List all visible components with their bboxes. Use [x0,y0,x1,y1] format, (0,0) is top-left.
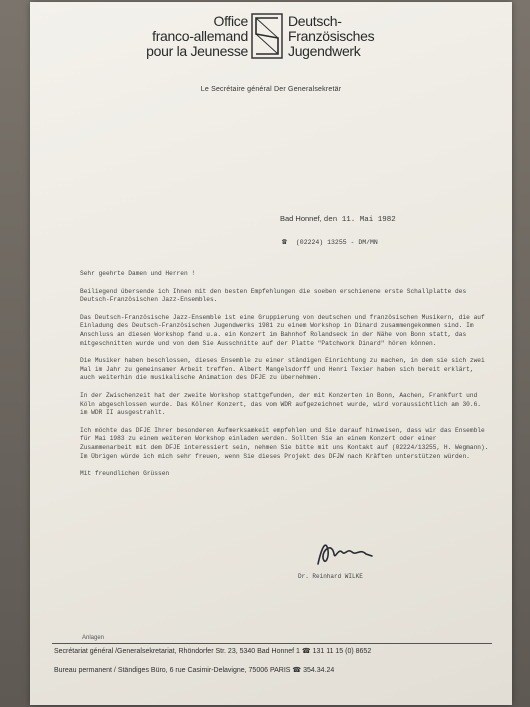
handwritten-signature [312,536,376,570]
place-and-date [280,214,396,224]
letterhead-german-name: Deutsch- Französisches Jugendwerk [288,13,375,59]
paragraph-5: Ich möchte das DFJE Ihrer besonderen Aufmerksamkeit empfehlen und Sie darauf hinweisen, dass wir das Ensemble für Mai 1983 zu einem weiteren Workshop einladen werden. Sollten Sie an einem Konzert oder einer Zusammenarbeit mit dem DFJE interessiert sein, nehmen Sie bitte mit uns Kontakt auf (02224/13255, H. Wegmann). Im Übrigen würde ich mich sehr freuen, wenn Sie dieses Projekt des DFJW nach Kräften unterstützen würden. [80,426,489,460]
footer-secretariat-address: Secrétariat général /Generalsekretariat, Rhöndorfer Str. 23, 5340 Bad Honnef 1 ☎ 131 11 15 (0) 8652 [54,648,372,655]
signer-name: Dr. Reinhard WILKE [298,573,363,580]
footer-paris-office-address: Bureau permanent / Ständiges Büro, 6 rue Casimir-Delavigne, 75006 PARIS ☎ 354.34.24 [54,667,335,674]
salutation: Sehr geehrte Damen und Herren ! [80,270,196,277]
enclosures-label: Anlagen [82,635,105,641]
phone-reference [282,237,378,247]
closing: Mit freundlichen Grüssen [80,470,170,478]
date: den 11. Mai 1982 [323,216,396,224]
telephone-icon: ☎ [282,238,287,247]
letterhead-french-name: Office franco-allemand pour la Jeunesse [146,13,248,59]
letter-body [80,270,490,488]
ofaj-dfjw-logo [250,12,284,60]
paragraph-4: In der Zwischenzeit hat der zweite Workshop stattgefunden, der mit Konzerten in Bonn, Aachen, Frankfurt und Köln abgeschlossen wurde. Das Kölner Konzert, das vom WDR aufgezeichnet wurde, wird voraussichtlich am 30.6. im WDR II ausgestrahlt. [80,391,482,417]
paragraph-3: Die Musiker haben beschlossen, dieses Ensemble zu einer ständigen Einrichtung zu machen, in dem sie sich zwei Mal im Jahr zu gemeinsamer Arbeit treffen. Albert Mangelsdorff und Henri Texier haben sich bereit erklärt, auch weiterhin die musikalische Animation des DFJE zu übernehmen. [80,357,485,382]
phone-number: (02224) 13255 - DM/MN [295,239,378,246]
footer-divider [52,643,492,644]
paragraph-1: Beiliegend übersende ich Ihnen mit den besten Empfehlungen die soeben erschienene erste Schallplatte des Deutsch-Französischen Jazz-Ensembles. [80,287,467,304]
place: Bad Honnef, [280,214,322,223]
paragraph-2: Das Deutsch-Französische Jazz-Ensemble ist eine Gruppierung von deutschen und französischen Musikern, die auf Einladung des Deutsch-Französischen Jugendwerks 1981 zu einem Workshop in Dinard zusammengekommen sind. Im Anschluss an diesen Workshop fand u.a. ein Konzert im Bahnhof Rolandseck in der Nähe von Bonn statt, das mitgeschnitten wurde und von dem Sie Ausschnitte auf der Platte "Patchwork Dinard" hören können. [80,313,485,347]
letter-page [30,2,512,705]
telephone-icon: ☎ [301,648,311,655]
secretary-general-line: Le Secrétaire général Der Generalsekretär [200,86,342,93]
telephone-icon: ☎ [292,667,302,674]
